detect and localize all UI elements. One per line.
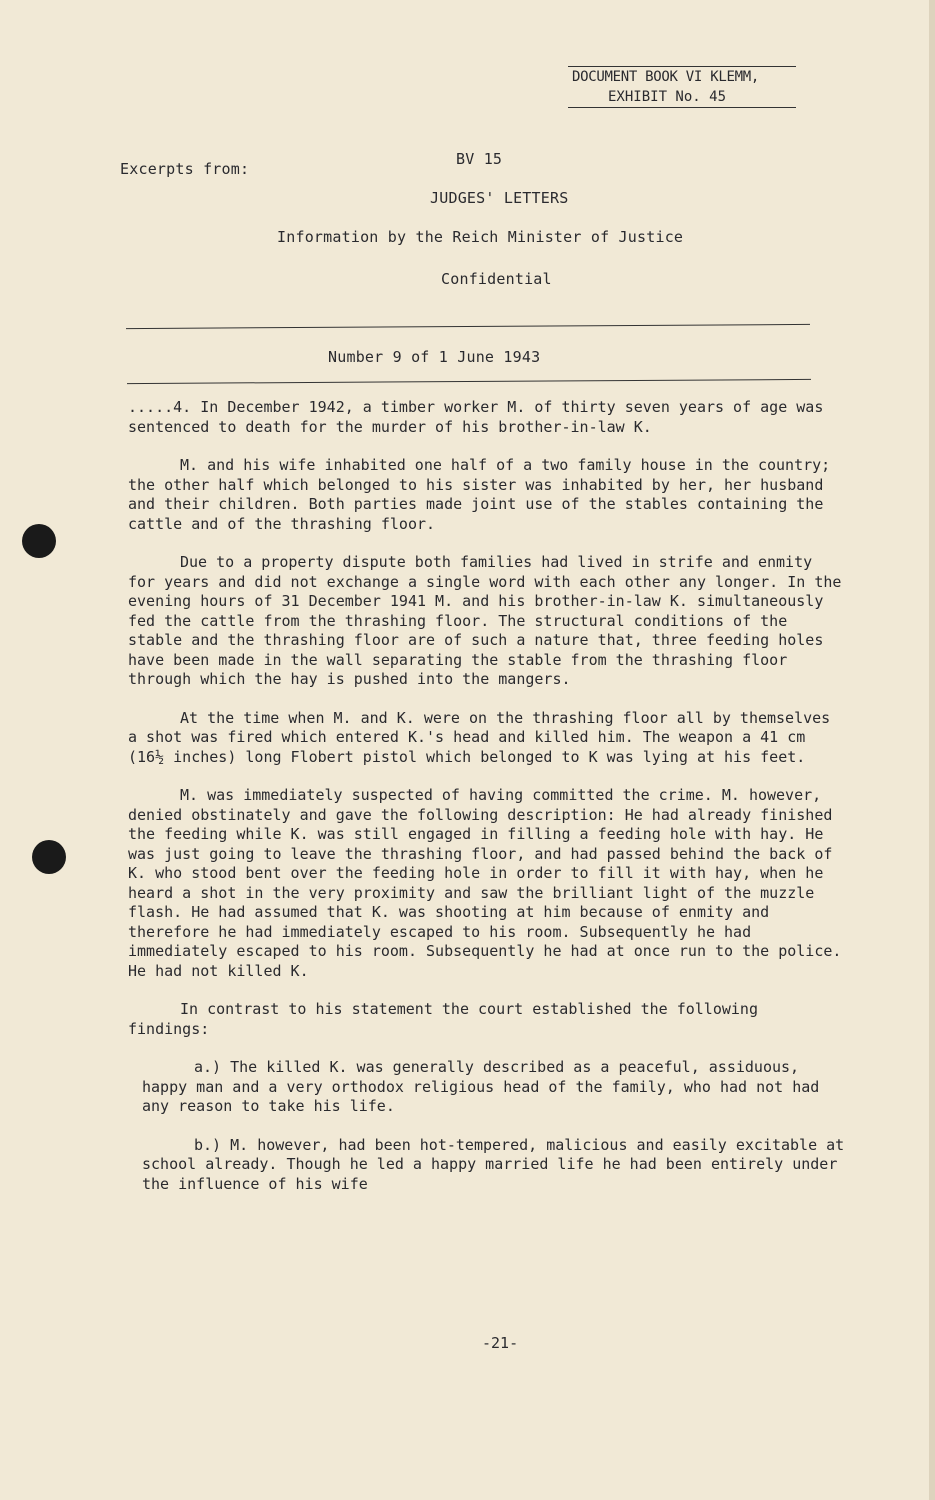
finding-b: b.) M. however, had been hot-tempered, malicious and easily excitable at school already. Though he led a happy married life he had been entirely under the influence of his wife: [142, 1135, 845, 1193]
page-number: -21-: [482, 1334, 519, 1352]
excerpts-label: Excerpts from:: [120, 160, 250, 178]
document-title: JUDGES' LETTERS: [430, 189, 569, 207]
letter-body: [128, 398, 848, 1213]
punch-hole-lower: [32, 840, 66, 874]
paragraph-dispute: Due to a property dispute both families had lived in strife and enmity for years and did not exchange a single word with each other any longer. In the evening hours of 31 December 1941 M. and his brother-in-law K. simultaneously fed the cattle from the thrashing floor. The structural conditions of the stable and the thrashing floor are of such a nature that, three feeding holes have been made in the wall separating the stable from the thrashing floor through which the hay is pushed into the mangers.: [128, 553, 842, 688]
paragraph-court-findings: In contrast to his statement the court established the following findings:: [128, 1000, 758, 1038]
exhibit-number: EXHIBIT No. 45: [568, 87, 796, 108]
finding-a: a.) The killed K. was generally described as a peaceful, assiduous, happy man and a very orthodox religious head of the family, who had not had any reason to take his life.: [142, 1058, 820, 1115]
paragraph-case-summary: .....4. In December 1942, a timber worker M. of thirty seven years of age was sentenced to death for the murder of his brother-in-law K.: [128, 398, 824, 436]
exhibit-stamp: [568, 66, 796, 108]
page-edge: [929, 0, 935, 1500]
issue-number: Number 9 of 1 June 1943: [328, 348, 541, 366]
exhibit-book-label: DOCUMENT BOOK VI KLEMM,: [572, 69, 759, 85]
paragraph-household: M. and his wife inhabited one half of a two family house in the country; the other half which belonged to his sister was inhabited by her, her husband and their children. Both parties made joint use of the stables containing the cattle and of the thrashing floor.: [128, 456, 831, 533]
paragraph-shooting: At the time when M. and K. were on the thrashing floor all by themselves a shot was fired which entered K.'s head and killed him. The weapon a 41 cm (16½ inches) long Flobert pistol which belonged to K was lying at his feet.: [128, 708, 831, 766]
paragraph-defendant-account: M. was immediately suspected of having committed the crime. M. however, denied obstinately and gave the following description: He had already finished the feeding while K. was still engaged in filling a feeding hole with hay. He was just going to leave the thrashing floor, and had passed behind the back of K. who stood bent over the feeding hole in order to fill it with hay, when he heard a shot in the very proximity and saw the brilliant light of the muzzle flash. He had assumed that K. was shooting at him because of enmity and therefore he had immediately escaped to his room. Subsequently he had immediately escaped to his room. Subsequently he had at once run to the police. He had not killed K.: [128, 786, 842, 980]
document-subtitle: Information by the Reich Minister of Justice: [277, 228, 684, 246]
document-code: BV 15: [456, 150, 503, 168]
divider-bottom: [127, 379, 811, 384]
classification: Confidential: [441, 270, 552, 288]
divider-top: [126, 324, 810, 329]
punch-hole-upper: [22, 524, 56, 558]
